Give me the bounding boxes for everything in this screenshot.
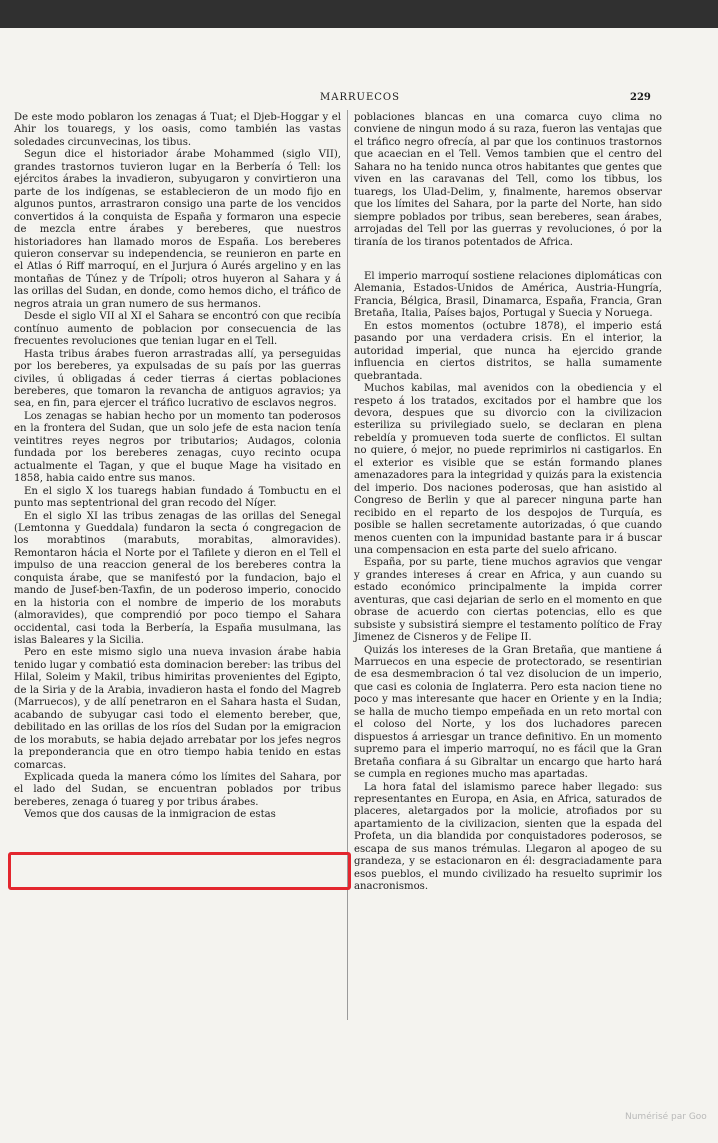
paragraph: Explicada queda la manera cómo los límites del Sahara, por el lado del Sudan, se encuentran poblados por tribus bereberes, zenaga ó tuareg y por tribus árabes. — [14, 772, 341, 808]
highlight-box — [8, 852, 351, 890]
page-number: 229 — [630, 92, 651, 103]
paragraph: De este modo poblaron los zenagas á Tuat; el Djeb-Hoggar y el Ahir los touaregs, y los oasis, como también las vastas soledades circunvecinas, los tibus. — [14, 112, 341, 148]
paragraph: Los zenagas se habian hecho por un momento tan poderosos en la frontera del Sudan, que un solo jefe de esta nacion tenía veintitres reyes negros por tributarios; Audagos, colonia fundada por los bereberes zenagas, cuyo recinto ocupa actualmente el Tagan, y que el buque Mage ha visitado en 1858, habia caido entre sus manos. — [14, 410, 341, 485]
paragraph: Desde el siglo VII al XI el Sahara se encontró con que recibía contínuo aumento de poblacion por consecuencia de las frecuentes revoluciones que tenian lugar en el Tell. — [14, 311, 341, 348]
left-text-column — [14, 112, 341, 822]
paragraph: poblaciones blancas en una comarca cuyo clima no conviene de ningun modo á su raza, fueron las ventajas que el tráfico negro ofrecía, al par que los continuos trastornos que acaecian en el Tell. Vemos tambien que el centro del Sahara no ha tenido nunca otros habitantes que gentes que viven en las caravanas del Tell, como los tibbus, los tuaregs, los Ulad-Delim, y, finalmente, haremos observar que los límites del Sahara, por la parte del Norte, han sido siempre poblados por tribus, sean bereberes, sean árabes, arrojadas del Tell por las guerras y revoluciones, ó por la tiranía de los tiranos potentados de Africa. — [354, 112, 662, 248]
scan-credit-watermark: Numérisé par Goo — [625, 1112, 707, 1122]
paragraph: La hora fatal del islamismo parece haber llegado: sus representantes en Europa, en Asia, en Africa, saturados de placeres, aletargados por la molicie, atrofiados por su apartamiento de la civilizacion, sienten que la espada del Profeta, un dia blandida por conquistadores poderosos, se escapa de sus manos trémulas. Llegaron al apogeo de su grandeza, y se estacionaron en él: desgraciadamente para esos pueblos, el mundo civilizado ha resuelto suprimir los anacronismos. — [354, 781, 662, 893]
paragraph: En el siglo XI las tribus zenagas de las orillas del Senegal (Lemtonna y Gueddala) fundaron la secta ó congregacion de los morabtinos (marabuts, morabitas, almoravides). Remontaron hácia el Norte por el Tafilete y dieron en el Tell el impulso de una reaccion general de los bereberes contra la conquista árabe, que se manifestó por la fundacion, bajo el mando de Jusef-ben-Taxfin, de un poderoso imperio, conocido en la historia con el nombre de imperio de los morabuts (almoravides), que comprendió por poco tiempo el Sahara occidental, casi toda la Berbería, la España musulmana, las islas Baleares y la Sicilia. — [14, 510, 341, 647]
paragraph: Pero en este mismo siglo una nueva invasion árabe habia tenido lugar y combatió esta dominacion bereber: las tribus del Hilal, Soleim y Makil, tribus himiritas provenientes del Egipto, de la Siria y de la Arabia, invadieron hasta el fondo del Magreb (Marruecos), y de allí penetraron en el Sahara hasta el Sudan, acabando de subyugar casi todo el elemento bereber, que, debilitado en las orillas de los ríos del Sudan por la emigracion de los morabuts, se habia dejado arrebatar por los jefes negros la preponderancia que en otro tiempo habia tenido en estas comarcas. — [14, 647, 341, 771]
paragraph: En el siglo X los tuaregs habian fundado á Tombuctu en el punto mas septentrional del gran recodo del Níger. — [14, 485, 341, 510]
right-text-column — [354, 112, 662, 894]
paragraph: En estos momentos (octubre 1878), el imperio está pasando por una verdadera crisis. En el interior, la autoridad imperial, que nunca ha ejercido grande influencia en ciertos distritos, se halla sumamente quebrantada. — [354, 320, 662, 382]
paragraph: Hasta tribus árabes fueron arrastradas allí, ya perseguidas por los bereberes, ya expulsadas de su país por las guerras civiles, ú obligadas á ceder tierras á ciertas poblaciones bereberes, que tomaron la revancha de antiguos agravios; ya sea, en fin, para ejercer el tráfico lucrativo de esclavos negros. — [14, 348, 341, 410]
paragraph: Quizás los intereses de la Gran Bretaña, que mantiene á Marruecos en una especie de protectorado, se resentirian de esa desmembracion ó tal vez disolucion de un imperio, que casi es colonia de Inglaterra. Pero esta nacion tiene no poco y mas interesante que hacer en Oriente y en la India; se halla de mucho tiempo empeñada en un reto mortal con el coloso del Norte, y los dos luchadores parecen dispuestos á arriesgar un trance definitivo. En un momento supremo para el imperio marroquí, no es fácil que la Gran Bretaña confiara á su Gibraltar un encargo que harto hará se cumpla en regiones mucho mas apartadas. — [354, 644, 662, 781]
paragraph: Segun dice el historiador árabe Mohammed (siglo VII), grandes trastornos tuvieron lugar en la Berbería ó Tell: los ejércitos árabes la invadieron, subyugaron y convirtieron una parte de los indígenas, se establecieron de un modo fijo en algunos puntos, arrastraron consigo una parte de los vencidos convertidos á la conquista de España y formaron una especie de mezcla entre árabes y bereberes, que nuestros historiadores han llamado moros de España. Los bereberes quieron conservar su independencia, se reunieron en parte en el Atlas ó Riff marroquí, en el Jurjura ó Aurés argelino y en las montañas de Túnez y de Trípoli; otros huyeron al Sahara y á las orillas del Sudan, en donde, como hemos dicho, el tráfico de negros atraia un gran numero de sus hermanos. — [14, 149, 341, 310]
paragraph: Muchos kabilas, mal avenidos con la obediencia y el respeto á los tratados, excitados por el hambre que los devora, despues que su divorcio con la civilizacion esteriliza su privilegiado suelo, se declaran en plena rebeldía y promueven toda suerte de conflictos. El sultan no quiere, ó mejor, no puede reprimirlos ni castigarlos. En el exterior es visible que se están formando planes amenazadores para la integridad y quizás para la existencia del imperio. Dos naciones poderosas, que han asistido al Congreso de Berlin y que al parecer ninguna parte han recibido en el reparto de los despojos de Turquía, es posible se hallen secretamente autorizadas, ó que cuando menos cuenten con la impunidad bastante para ir á buscar una compensacion en esta parte del suelo africano. — [354, 383, 662, 556]
viewer-top-bar — [0, 0, 718, 28]
paragraph: Vemos que dos causas de la inmigracion de estas — [24, 809, 276, 821]
paragraph: España, por su parte, tiene muchos agravios que vengar y grandes intereses á crear en Africa, y aun cuando su estado económico principalmente la impida correr aventuras, que casi dejarian de serlo en el momento en que obrase de acuerdo con ciertas potencias, ello es que subsiste y subsistirá siempre el testamento político de Fray Jimenez de Cisneros y de Felipe II. — [354, 557, 662, 644]
running-title: MARRUECOS — [320, 92, 400, 103]
paragraph: El imperio marroquí sostiene relaciones diplomáticas con Alemania, Estados-Unidos de América, Austria-Hungría, Francia, Bélgica, Brasil, Dinamarca, España, Francia, Gran Bretaña, Italia, Países bajos, Portugal y Suecia y Noruega. — [354, 270, 662, 320]
